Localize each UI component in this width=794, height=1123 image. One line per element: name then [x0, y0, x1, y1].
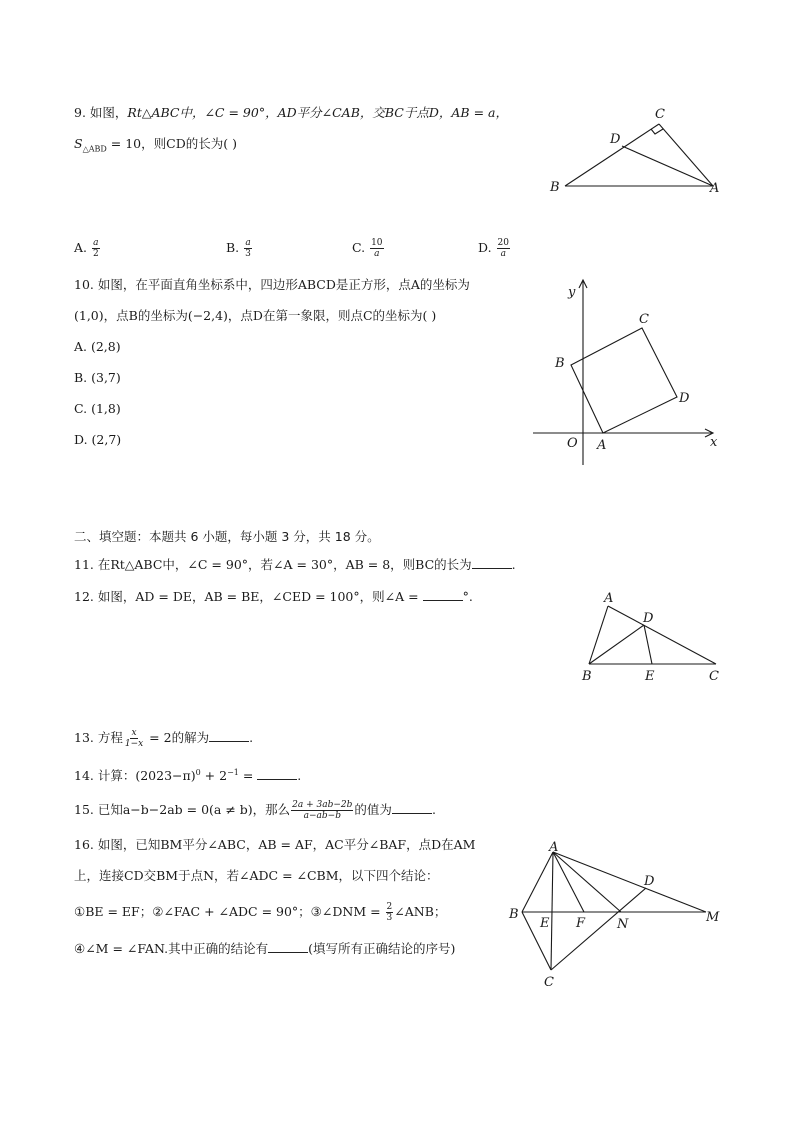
q9-option-c-den: a	[374, 249, 380, 259]
q16-answer-blank[interactable]	[268, 940, 308, 953]
q12-label-C: C	[709, 669, 719, 684]
q14-sup1: 0	[195, 768, 201, 777]
q10-line2: (1,0)，点B的坐标为(−2,4)，点D在第一象限，则点C的坐标为( )	[74, 308, 437, 323]
q10-label-B: B	[555, 356, 565, 371]
q9-label-D: D	[610, 132, 621, 147]
q10-option-a[interactable]: A. (2,8)	[74, 339, 121, 354]
q16-line3-b: ∠ANB；	[394, 904, 447, 919]
q16-line4	[74, 940, 455, 958]
q10-label-x: x	[710, 435, 718, 450]
q12-label-A: A	[604, 591, 614, 606]
q16-label-A: A	[549, 840, 559, 855]
q16-line1: 16. 如图，已知BM平分∠ABC，AB = AF，AC平分∠BAF，点D在AM	[74, 837, 476, 852]
q12-label-E: E	[645, 669, 655, 684]
q12	[74, 588, 473, 606]
q9-option-b-den: 3	[245, 249, 251, 259]
q16-frac-num: 2	[386, 902, 393, 912]
q16-label-B: B	[509, 907, 519, 922]
q9-prefix: 9. 如图，	[74, 105, 128, 120]
q9-option-d-num: 20	[497, 238, 509, 248]
q15-end: .	[431, 802, 436, 817]
q14-rest: =	[238, 768, 258, 784]
q16-label-M: M	[706, 910, 720, 925]
q10-label-A: A	[597, 438, 607, 453]
q14-prefix: 14. 计算：(2023−π)	[74, 768, 196, 784]
q15-prefix: 15. 已知a−b−2ab = 0(a ≠ b)，那么	[74, 802, 291, 817]
q9-math: Rt△ABC中，∠C = 90°，AD平分∠CAB，交BC于点D，AB = a，	[127, 105, 508, 120]
q13-rest: = 2的解为	[145, 730, 210, 745]
q16-label-N: N	[617, 917, 629, 932]
q11	[74, 556, 516, 574]
q9-option-b[interactable]	[226, 238, 253, 259]
q9-option-c-num: 10	[371, 238, 383, 248]
q9-option-a[interactable]	[74, 238, 101, 259]
q12-end: °.	[462, 589, 473, 604]
q9-label-C: C	[655, 107, 665, 122]
q9-option-c[interactable]	[352, 238, 385, 259]
q15-rest: 的值为	[354, 802, 392, 817]
q16-line4-end: (填写所有正确结论的序号)	[308, 941, 456, 956]
q16-label-D: D	[644, 874, 655, 889]
q15	[74, 800, 436, 821]
q16-line3-a: ①BE = EF；②∠FAC + ∠ADC = 90°；③∠DNM =	[74, 904, 385, 919]
q16-frac-den: 3	[386, 913, 393, 923]
q9-option-d-den: a	[500, 249, 506, 259]
q16-label-E: E	[540, 916, 550, 931]
q16-label-C: C	[544, 975, 554, 990]
q12-text: 12. 如图，AD = DE，AB = BE，∠CED = 100°，则∠A =	[74, 589, 423, 604]
q16-line4-text: ④∠M = ∠FAN.其中正确的结论有	[74, 941, 269, 956]
q13	[74, 728, 253, 749]
q9-area-sub: △ABD	[82, 144, 107, 154]
q13-answer-blank[interactable]	[209, 729, 249, 742]
q9-option-a-num: a	[93, 238, 99, 248]
q9-label-A: A	[710, 181, 720, 196]
q10-option-d[interactable]: D. (2,7)	[74, 432, 122, 447]
q16-line2: 上，连接CD交BM于点N，若∠ADC = ∠CBM，以下四个结论：	[74, 868, 439, 883]
q14-mid: + 2	[200, 768, 228, 784]
q9-option-c-label: C.	[352, 240, 366, 255]
q13-num: x	[131, 728, 137, 738]
q14-sup2: −1	[227, 768, 239, 777]
q9-option-a-label: A.	[74, 240, 88, 255]
q9-option-d[interactable]	[478, 238, 511, 259]
q14-end: .	[297, 768, 302, 784]
q10-label-C: C	[639, 312, 649, 327]
q15-den: a−ab−b	[303, 811, 341, 821]
q11-text: 11. 在Rt△ABC中，∠C = 90°，若∠A = 30°，AB = 8，则BC的长为	[74, 557, 472, 572]
q10-label-y: y	[568, 285, 576, 300]
q9-line2-rest: = 10，则CD的长为( )	[106, 136, 237, 151]
q14	[74, 764, 301, 785]
q9-option-b-num: a	[245, 238, 251, 248]
q12-label-B: B	[582, 669, 592, 684]
q9-label-B: B	[550, 180, 560, 195]
q13-end: .	[249, 730, 254, 745]
q10-label-D: D	[679, 391, 690, 406]
q9-area-symbol: S	[74, 136, 83, 151]
q9-line2	[74, 135, 237, 159]
q15-answer-blank[interactable]	[392, 801, 432, 814]
q16-label-F: F	[576, 916, 586, 931]
section-title: 二、填空题：本题共 6 小题，每小题 3 分，共 18 分。	[74, 529, 380, 544]
q9-line1	[74, 104, 508, 122]
q13-prefix: 13. 方程	[74, 730, 123, 745]
q16-line3	[74, 902, 446, 923]
q10-line1: 10. 如图，在平面直角坐标系中，四边形ABCD是正方形，点A的坐标为	[74, 277, 470, 292]
q10-label-O: O	[567, 436, 578, 451]
q12-label-D: D	[643, 611, 654, 626]
q9-option-a-den: 2	[93, 249, 99, 259]
q10-option-c[interactable]: C. (1,8)	[74, 401, 121, 416]
q11-end: .	[511, 557, 516, 572]
q10-option-b[interactable]: B. (3,7)	[74, 370, 121, 385]
q14-answer-blank[interactable]	[257, 767, 297, 780]
q13-den: 1−x	[124, 739, 144, 749]
q9-option-b-label: B.	[226, 240, 240, 255]
q9-option-d-label: D.	[478, 240, 492, 255]
q11-answer-blank[interactable]	[472, 556, 512, 569]
q15-num: 2a + 3ab−2b	[292, 800, 353, 810]
q12-answer-blank[interactable]	[423, 588, 463, 601]
